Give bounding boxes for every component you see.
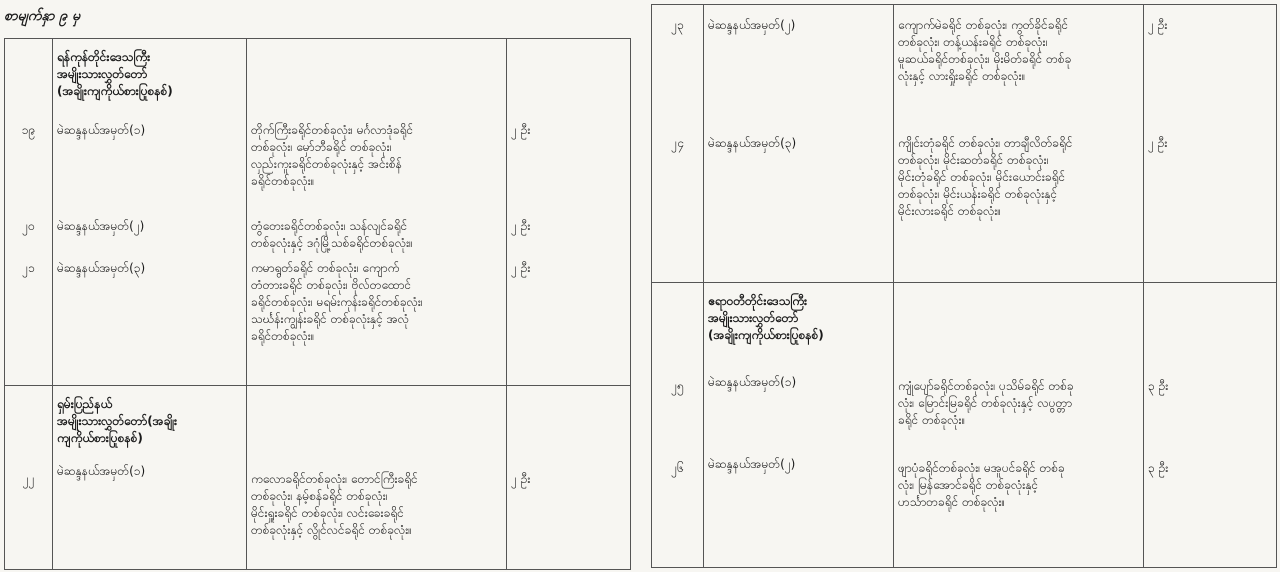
constituency-label: မဲဆန္ဒနယ်အမှတ်(၁) [708,375,797,389]
table-row [652,283,1277,568]
areas-text: ကလောခရိုင်တစ်ခုလုံး၊ တောင်ကြီးခရိုင် တစ်ခုလုံး၊ နမ့်စန်ခရိုင် တစ်ခုလုံး၊ မိုင်းရှူးခရိုင် တစ်ခုလုံး၊ လင်းခေးခရိုင် တစ်ခုလုံးနှင့် လွိုင်လင်ခရိုင် တစ်ခုလုံး။ [251,472,418,537]
table-row [5,39,631,386]
seat-count: ၃ ဦး [1148,461,1169,475]
row-number: ၂၀ [22,219,35,233]
seat-count: ၂ ဦး [511,123,531,137]
areas-text: ကျောက်မဲခရိုင် တစ်ခုလုံး၊ ကွတ်ခိုင်ခရိုင် တစ်ခုလုံး၊ တန့်ယန်းခရိုင် တစ်ခုလုံး၊ မူဆယ်ခရိုင်တစ်ခုလုံး၊ မိုးမိတ်ခရိုင် တစ်ခု လုံးနှင့် လားရှိုးခရိုင် တစ်ခုလုံး။ [898,18,1072,83]
seat-count: ၃ ဦး [1148,379,1169,393]
constituency-label: မဲဆန္ဒနယ်အမှတ်(၃) [708,136,797,150]
constituency-label: မဲဆန္ဒနယ်အမှတ်(၂) [708,18,796,32]
constituency-label: မဲဆန္ဒနယ်အမှတ်(၁) [57,464,146,478]
constituency-label: မဲဆန္ဒနယ်အမှတ်(၂) [708,457,796,471]
seat-count: ၂ ဦး [511,472,531,486]
constituency-label: မဲဆန္ဒနယ်အမှတ်(၂) [57,219,145,233]
right-table [651,4,1277,568]
constituency-label: မဲဆန္ဒနယ်အမှတ်(၁) [57,123,146,137]
constituency-label: မဲဆန္ဒနယ်အမှတ်(၃) [57,261,146,275]
table-row [5,386,631,570]
constituency-cell [704,283,894,568]
constituency-cell [704,5,894,283]
seats-cell [507,39,631,386]
region-title: ရှမ်းပြည်နယ် အမျိုးသားလွှတ်တော်(အချိုး ကျကိုယ်စားပြုစနစ်) [57,397,178,445]
seat-count: ၂ ဦး [1148,136,1168,150]
row-number: ၂၃ [671,18,684,32]
seats-cell [1144,283,1277,568]
areas-cell [247,39,507,386]
areas-cell [894,5,1144,283]
row-number: ၂၅ [671,379,684,393]
table-row [652,5,1277,283]
row-number: ၂၆ [671,461,684,475]
row-number: ၂၁ [22,261,35,275]
seat-count: ၂ ဦး [511,261,531,275]
row-number: ၂၂ [22,472,35,486]
areas-cell [894,283,1144,568]
number-cell [652,283,704,568]
region-title: ရန်ကုန်တိုင်းဒေသကြီး အမျိုးသားလွှတ်တော် (အချိုးကျကိုယ်စားပြုစနစ်) [57,50,173,98]
seats-cell [1144,5,1277,283]
areas-text: ဖျာပုံခရိုင်တစ်ခုလုံး၊ မအူပင်ခရိုင် တစ်ခု လုံး၊ မြန်အောင်ခရိုင် တစ်ခုလုံးနှင့် ဟင်္သာတခရိုင် တစ်ခုလုံး။ [898,461,1065,509]
region-title: ဧရာဝတီတိုင်းဒေသကြီး အမျိုးသားလွှတ်တော် (အချိုးကျကိုယ်စားပြုစနစ်) [708,294,824,342]
constituency-cell [53,39,247,386]
seats-cell [507,386,631,570]
areas-text: တိုက်ကြီးခရိုင်တစ်ခုလုံး၊ မင်္ဂလာဒုံခရိုင် တစ်ခုလုံး၊ မှော်ဘီခရိုင် တစ်ခုလုံး၊ လှည်းကူးခရိုင်တစ်ခုလုံးနှင့် အင်းစိန် ခရိုင်တစ်ခုလုံး။ [251,123,414,188]
seat-count: ၂ ဦး [511,219,531,233]
seat-count: ၂ ဦး [1148,18,1168,32]
areas-text: ကမာရွတ်ခရိုင် တစ်ခုလုံး၊ ကျောက် တံတားခရိုင် တစ်ခုလုံး၊ ဗိုလ်တထောင် ခရိုင်တစ်ခုလုံး၊ မရမ်းကုန်းခရိုင်တစ်ခုလုံး၊ သင်္ဃန်းကျွန်းခရိုင် တစ်ခုလုံးနှင့် အလုံ ခရိုင်တစ်ခုလုံး။ [251,261,423,343]
areas-text: တွံတေးခရိုင်တစ်ခုလုံး၊ သန်လျင်ခရိုင် တစ်ခုလုံးနှင့် ဒဂုံမြို့သစ်ခရိုင်တစ်ခုလုံး။ [251,219,413,250]
areas-cell [247,386,507,570]
row-number: ၂၄ [671,136,684,150]
number-cell [5,39,53,386]
areas-text: ကျုံပျော်ခရိုင်တစ်ခုလုံး၊ ပုသိမ်ခရိုင် တစ်ခု လုံး၊ မြောင်းမြခရိုင် တစ်ခုလုံးနှင့် လပွတ္တာ ခရိုင် တစ်ခုလုံး။ [898,379,1074,427]
areas-text: ကျိုင်းတုံခရိုင် တစ်ခုလုံး၊ တာချီလိတ်ခရိုင် တစ်ခုလုံး၊ မိုင်းဆတ်ခရိုင် တစ်ခုလုံး၊ မိုင်းတုံခရိုင် တစ်ခုလုံး၊ မိုင်းယောင်းခရိုင် တစ်ခုလုံး၊ မိုင်းယန်းခရိုင် တစ်ခုလုံးနှင့် မိုင်းလားခရိုင် တစ်ခုလုံး။ [898,136,1073,218]
number-cell [5,386,53,570]
page-header: စာမျက်နှာ ၉ မှ [4,8,81,24]
number-cell [652,5,704,283]
row-number: ၁၉ [21,123,36,137]
left-table [4,38,631,570]
constituency-cell [53,386,247,570]
